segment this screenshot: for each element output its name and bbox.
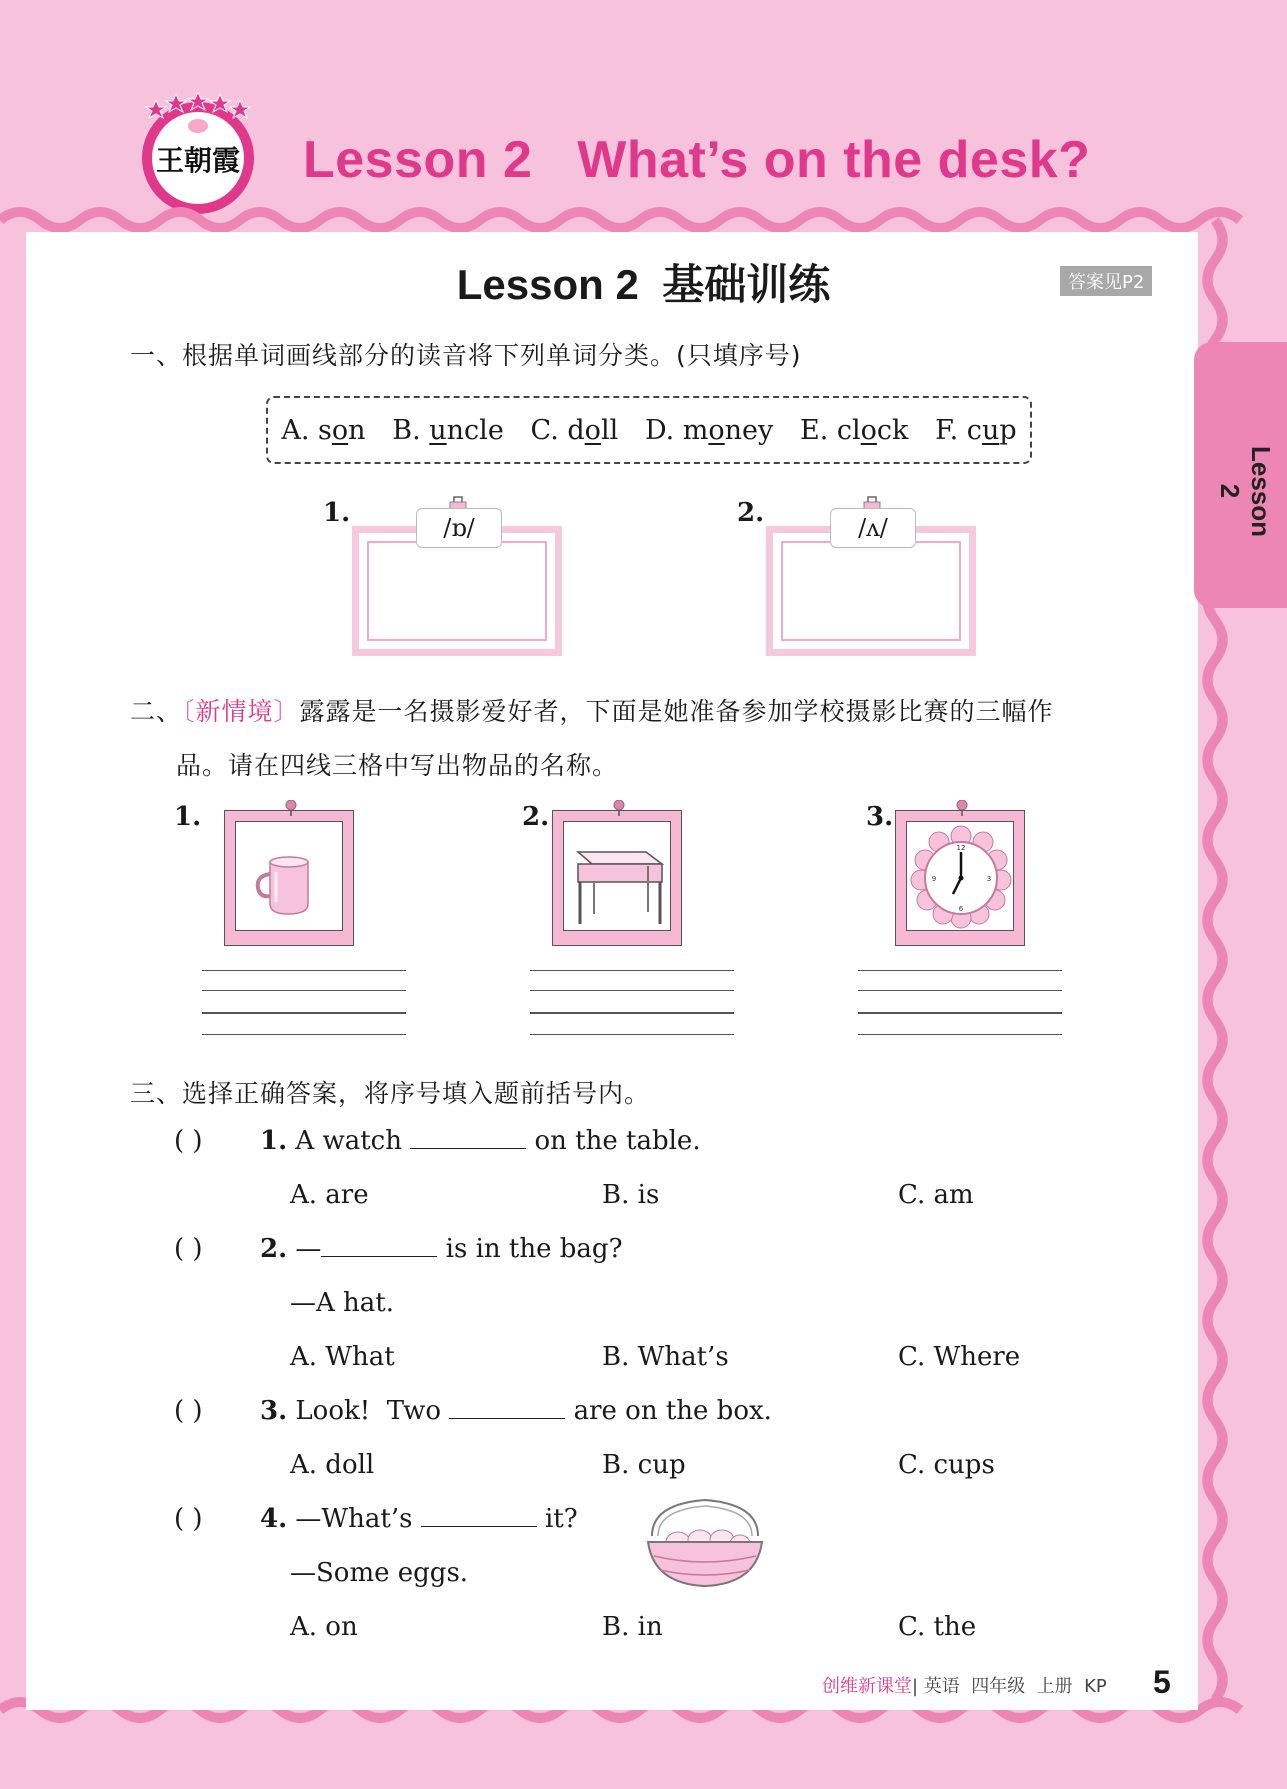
option-a: A. are — [290, 1180, 369, 1210]
reply-line: —Some eggs. — [290, 1558, 469, 1588]
option-c: C. the — [898, 1612, 977, 1642]
question-1: 1. A watch on the table. — [260, 1126, 701, 1156]
answer-parentheses[interactable]: ( ) — [174, 1126, 203, 1156]
answer-parentheses[interactable]: ( ) — [174, 1234, 203, 1264]
photo-number: 1. — [174, 802, 202, 832]
footer-info: 创维新课堂| 英语 四年级 上册 KP — [822, 1676, 1107, 1697]
photo-number: 2. — [522, 802, 550, 832]
word-item: C. doll — [530, 414, 619, 446]
svg-text:6: 6 — [958, 905, 964, 913]
section2-title-line2: 品。请在四线三格中写出物品的名称。 — [176, 751, 619, 780]
option-c: C. am — [898, 1180, 974, 1210]
svg-text:3: 3 — [986, 875, 992, 883]
writing-lines-2[interactable] — [530, 970, 734, 1040]
lesson-title: Lesson 2 What’s on the desk? — [303, 131, 1091, 189]
word-item: B. uncle — [392, 414, 504, 446]
fill-blank[interactable] — [410, 1127, 526, 1149]
word-item: E. clock — [800, 414, 909, 446]
answer-parentheses[interactable]: ( ) — [174, 1504, 203, 1534]
clock-icon — [907, 822, 1015, 932]
pushpin-icon — [955, 800, 969, 816]
option-b: B. What’s — [602, 1342, 729, 1372]
option-c: C. Where — [898, 1342, 1021, 1372]
phonetic-label: /ʌ/ — [830, 508, 916, 548]
egg-basket-icon — [644, 1494, 766, 1590]
cup-icon — [236, 822, 344, 932]
fill-blank[interactable] — [449, 1397, 565, 1419]
writing-lines-1[interactable] — [202, 970, 406, 1040]
pushpin-icon — [284, 800, 298, 816]
option-b: B. cup — [602, 1450, 686, 1480]
option-a: A. doll — [290, 1450, 375, 1480]
svg-text:12: 12 — [956, 844, 966, 852]
word-item: A. son — [281, 414, 366, 446]
new-context-tag: 〔新情境〕 — [182, 697, 300, 726]
footer-brand: 创维新课堂 — [822, 1676, 912, 1697]
option-b: B. is — [602, 1180, 660, 1210]
fill-blank[interactable] — [321, 1235, 437, 1257]
option-b: B. in — [602, 1612, 663, 1642]
phonetic-box-number: 1. — [323, 498, 351, 528]
question-2: 2. — is in the bag? — [260, 1234, 623, 1264]
answer-reference-badge: 答案见P2 — [1060, 266, 1152, 296]
pushpin-icon — [612, 800, 626, 816]
option-a: A. on — [290, 1612, 358, 1642]
reply-line: —A hat. — [290, 1288, 394, 1318]
option-c: C. cups — [898, 1450, 995, 1480]
answer-parentheses[interactable]: ( ) — [174, 1396, 203, 1426]
question-4: 4. —What’s it? — [260, 1504, 578, 1534]
option-a: A. What — [290, 1342, 395, 1372]
phonetic-label: /ɒ/ — [416, 508, 502, 548]
phonetic-box-number: 2. — [737, 498, 765, 528]
word-item: D. money — [644, 414, 774, 446]
logo-text: 王朝霞 — [155, 144, 241, 177]
word-item: F. cup — [935, 414, 1017, 446]
photo-frame — [552, 810, 682, 946]
question-3: 3. Look! Two are on the box. — [260, 1396, 772, 1426]
page-number: 5 — [1153, 1664, 1171, 1700]
page-subtitle: Lesson 2 基础训练 — [456, 261, 831, 308]
desk-icon — [564, 822, 672, 932]
photo-frame — [224, 810, 354, 946]
writing-lines-3[interactable] — [858, 970, 1062, 1040]
photo-frame — [895, 810, 1025, 946]
section2-title: 二、〔新情境〕露露是一名摄影爱好者，下面是她准备参加学校摄影比赛的三幅作 — [130, 697, 1054, 726]
photo-number: 3. — [866, 802, 894, 832]
section3-title: 三、选择正确答案，将序号填入题前括号内。 — [130, 1079, 651, 1108]
side-tab-label: Lesson 2 — [1215, 446, 1276, 538]
word-list-box — [266, 396, 1032, 464]
section1-title: 一、根据单词画线部分的读音将下列单词分类。(只填序号) — [130, 341, 802, 370]
svg-text:9: 9 — [931, 875, 937, 883]
fill-blank[interactable] — [421, 1505, 537, 1527]
